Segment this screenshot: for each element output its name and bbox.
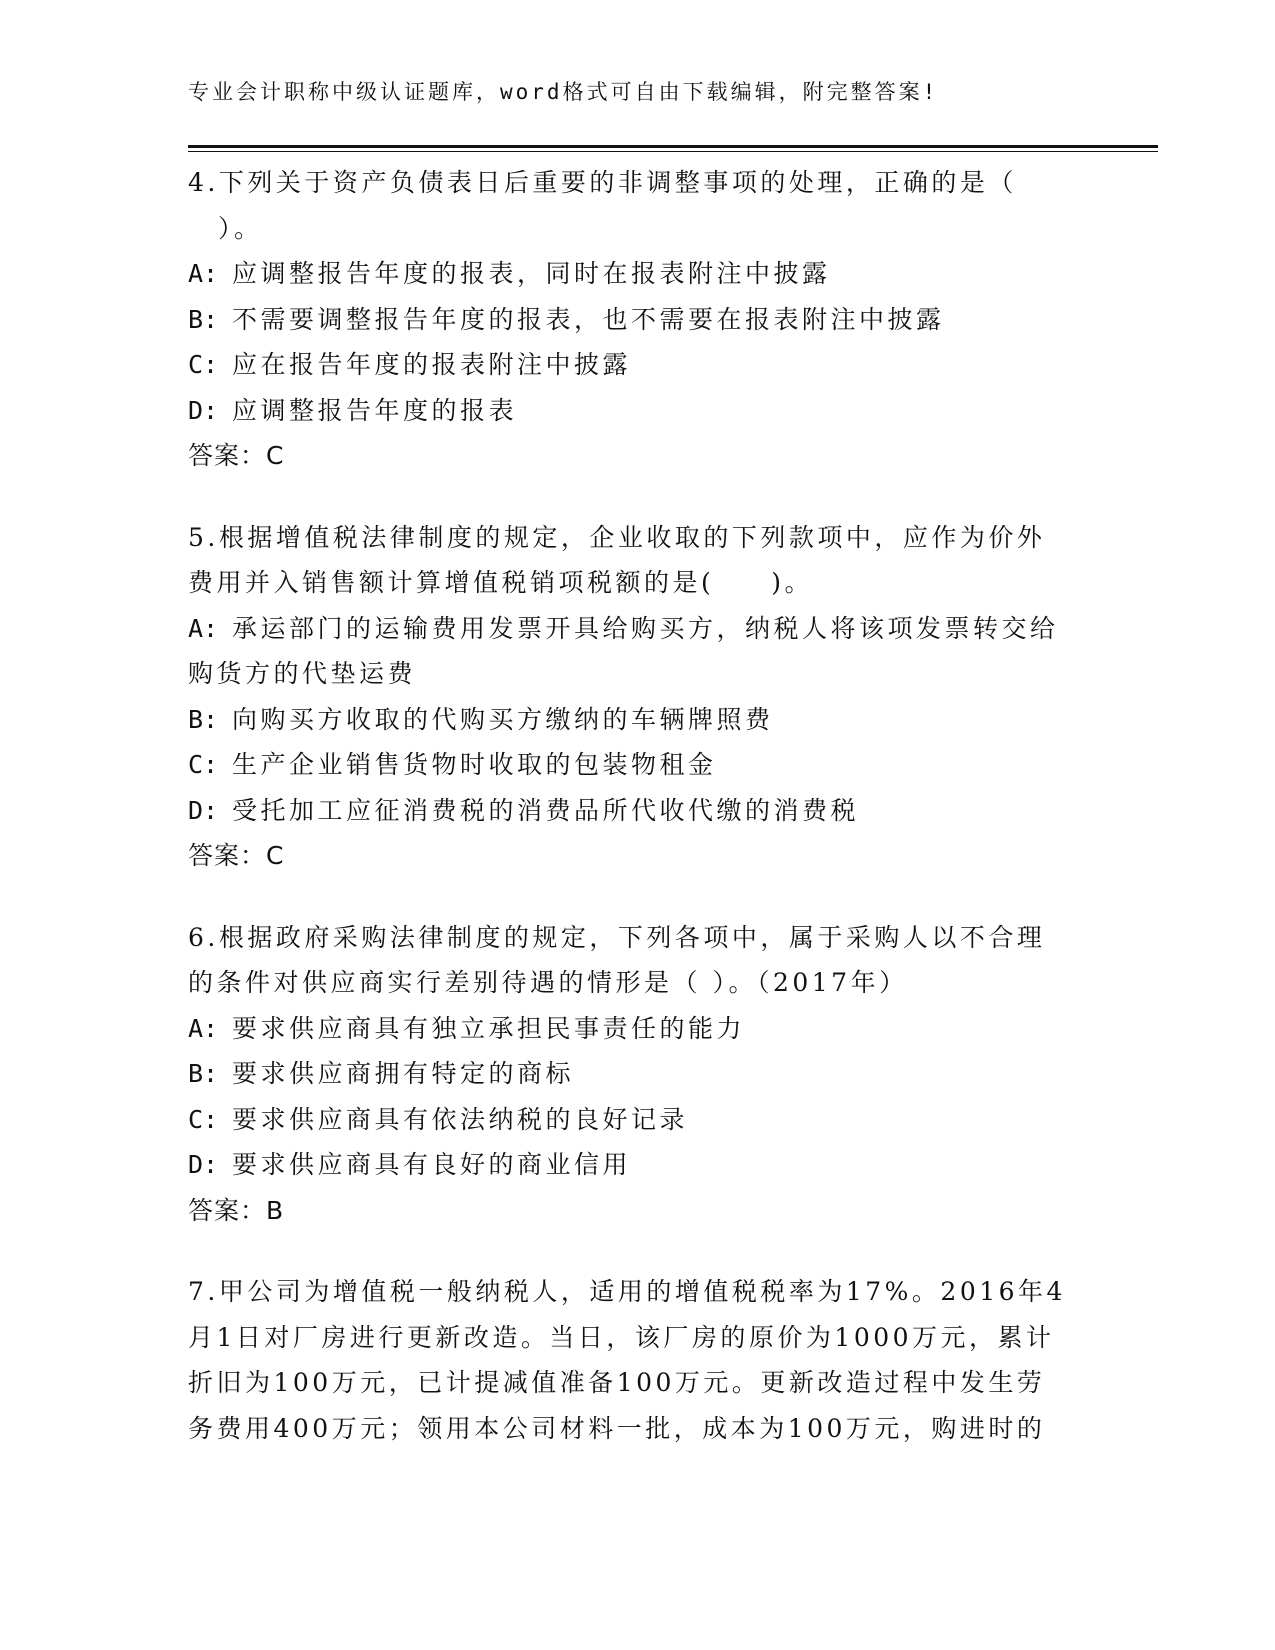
option-key: D: [188, 395, 219, 425]
option-text: 要求供应商拥有特定的商标 [232, 1059, 575, 1088]
question-stem-line: 7.甲公司为增值税一般纳税人，适用的增值税税率为17%。2016年4 [188, 1277, 1066, 1306]
option-c [188, 1097, 1108, 1143]
option-text: 生产企业销售货物时收取的包装物租金 [232, 750, 717, 779]
option-d [188, 788, 1108, 834]
option-text: 应调整报告年度的报表 [232, 395, 518, 425]
answer-text: 答案：B [188, 1195, 285, 1225]
question-stem-line: 5.根据增值税法律制度的规定，企业收取的下列款项中，应作为价外 [188, 522, 1046, 552]
question-stem-line: 6.根据政府采购法律制度的规定，下列各项中，属于采购人以不合理 [188, 922, 1046, 952]
question-stem-line: 月1日对厂房进行更新改造。当日，该厂房的原价为1000万元，累计 [188, 1322, 1055, 1352]
option-key: C: [188, 350, 219, 379]
option-key: D: [188, 1150, 219, 1179]
option-key: B: [188, 304, 219, 334]
option-text: 向购买方收取的代购买方缴纳的车辆牌照费 [232, 704, 774, 734]
option-a-continued: 购货方的代垫运费 [188, 659, 417, 688]
option-b [188, 1051, 1108, 1097]
option-c [188, 342, 1108, 388]
question-4 [188, 160, 1108, 479]
option-a [188, 606, 1108, 652]
option-key: B: [188, 704, 219, 734]
option-b [188, 297, 1108, 343]
question-list [188, 160, 1108, 1487]
header-rule-thick [188, 145, 1158, 148]
option-key: C: [188, 750, 219, 779]
header-rule-thin [188, 151, 1158, 152]
question-stem-line: ）。 [218, 213, 263, 243]
option-text: 受托加工应征消费税的消费品所代收代缴的消费税 [232, 795, 860, 825]
question-stem-line: 务费用400万元；领用本公司材料一批，成本为100万元，购进时的 [188, 1413, 1046, 1443]
question-stem-line: 费用并入销售额计算增值税销项税额的是( )。 [188, 568, 814, 597]
option-key: B: [188, 1059, 219, 1088]
option-text: 要求供应商具有依法纳税的良好记录 [232, 1104, 689, 1134]
option-key: D: [188, 795, 219, 825]
option-a [188, 251, 1108, 297]
question-7 [188, 1269, 1108, 1451]
question-6 [188, 915, 1108, 1234]
option-b [188, 697, 1108, 743]
option-key: A: [188, 259, 219, 288]
option-text: 不需要调整报告年度的报表，也不需要在报表附注中披露 [232, 304, 945, 334]
option-key: A: [188, 613, 219, 643]
option-text: 要求供应商具有独立承担民事责任的能力 [232, 1013, 746, 1043]
option-text: 应调整报告年度的报表，同时在报表附注中披露 [232, 259, 831, 288]
header-text: 专业会计职称中级认证题库，word格式可自由下载编辑，附完整答案! [188, 80, 939, 104]
answer-text: 答案：C [188, 841, 285, 870]
option-a [188, 1006, 1108, 1052]
option-d [188, 1142, 1108, 1188]
question-stem-line: 4.下列关于资产负债表日后重要的非调整事项的处理，正确的是（ [188, 168, 1017, 197]
option-text: 要求供应商具有良好的商业信用 [232, 1150, 632, 1179]
option-d [188, 388, 1108, 434]
option-key: A: [188, 1013, 219, 1043]
answer-text: 答案：C [188, 441, 285, 470]
option-key: C: [188, 1104, 219, 1134]
option-text: 应在报告年度的报表附注中披露 [232, 350, 632, 379]
option-c [188, 742, 1108, 788]
question-stem-line: 的条件对供应商实行差别待遇的情形是（ ）。（2017年） [188, 968, 908, 997]
question-5 [188, 515, 1108, 879]
option-text: 承运部门的运输费用发票开具给购买方，纳税人将该项发票转交给 [232, 613, 1059, 643]
question-stem-line: 折旧为100万元，已计提减值准备100万元。更新改造过程中发生劳 [188, 1368, 1046, 1397]
